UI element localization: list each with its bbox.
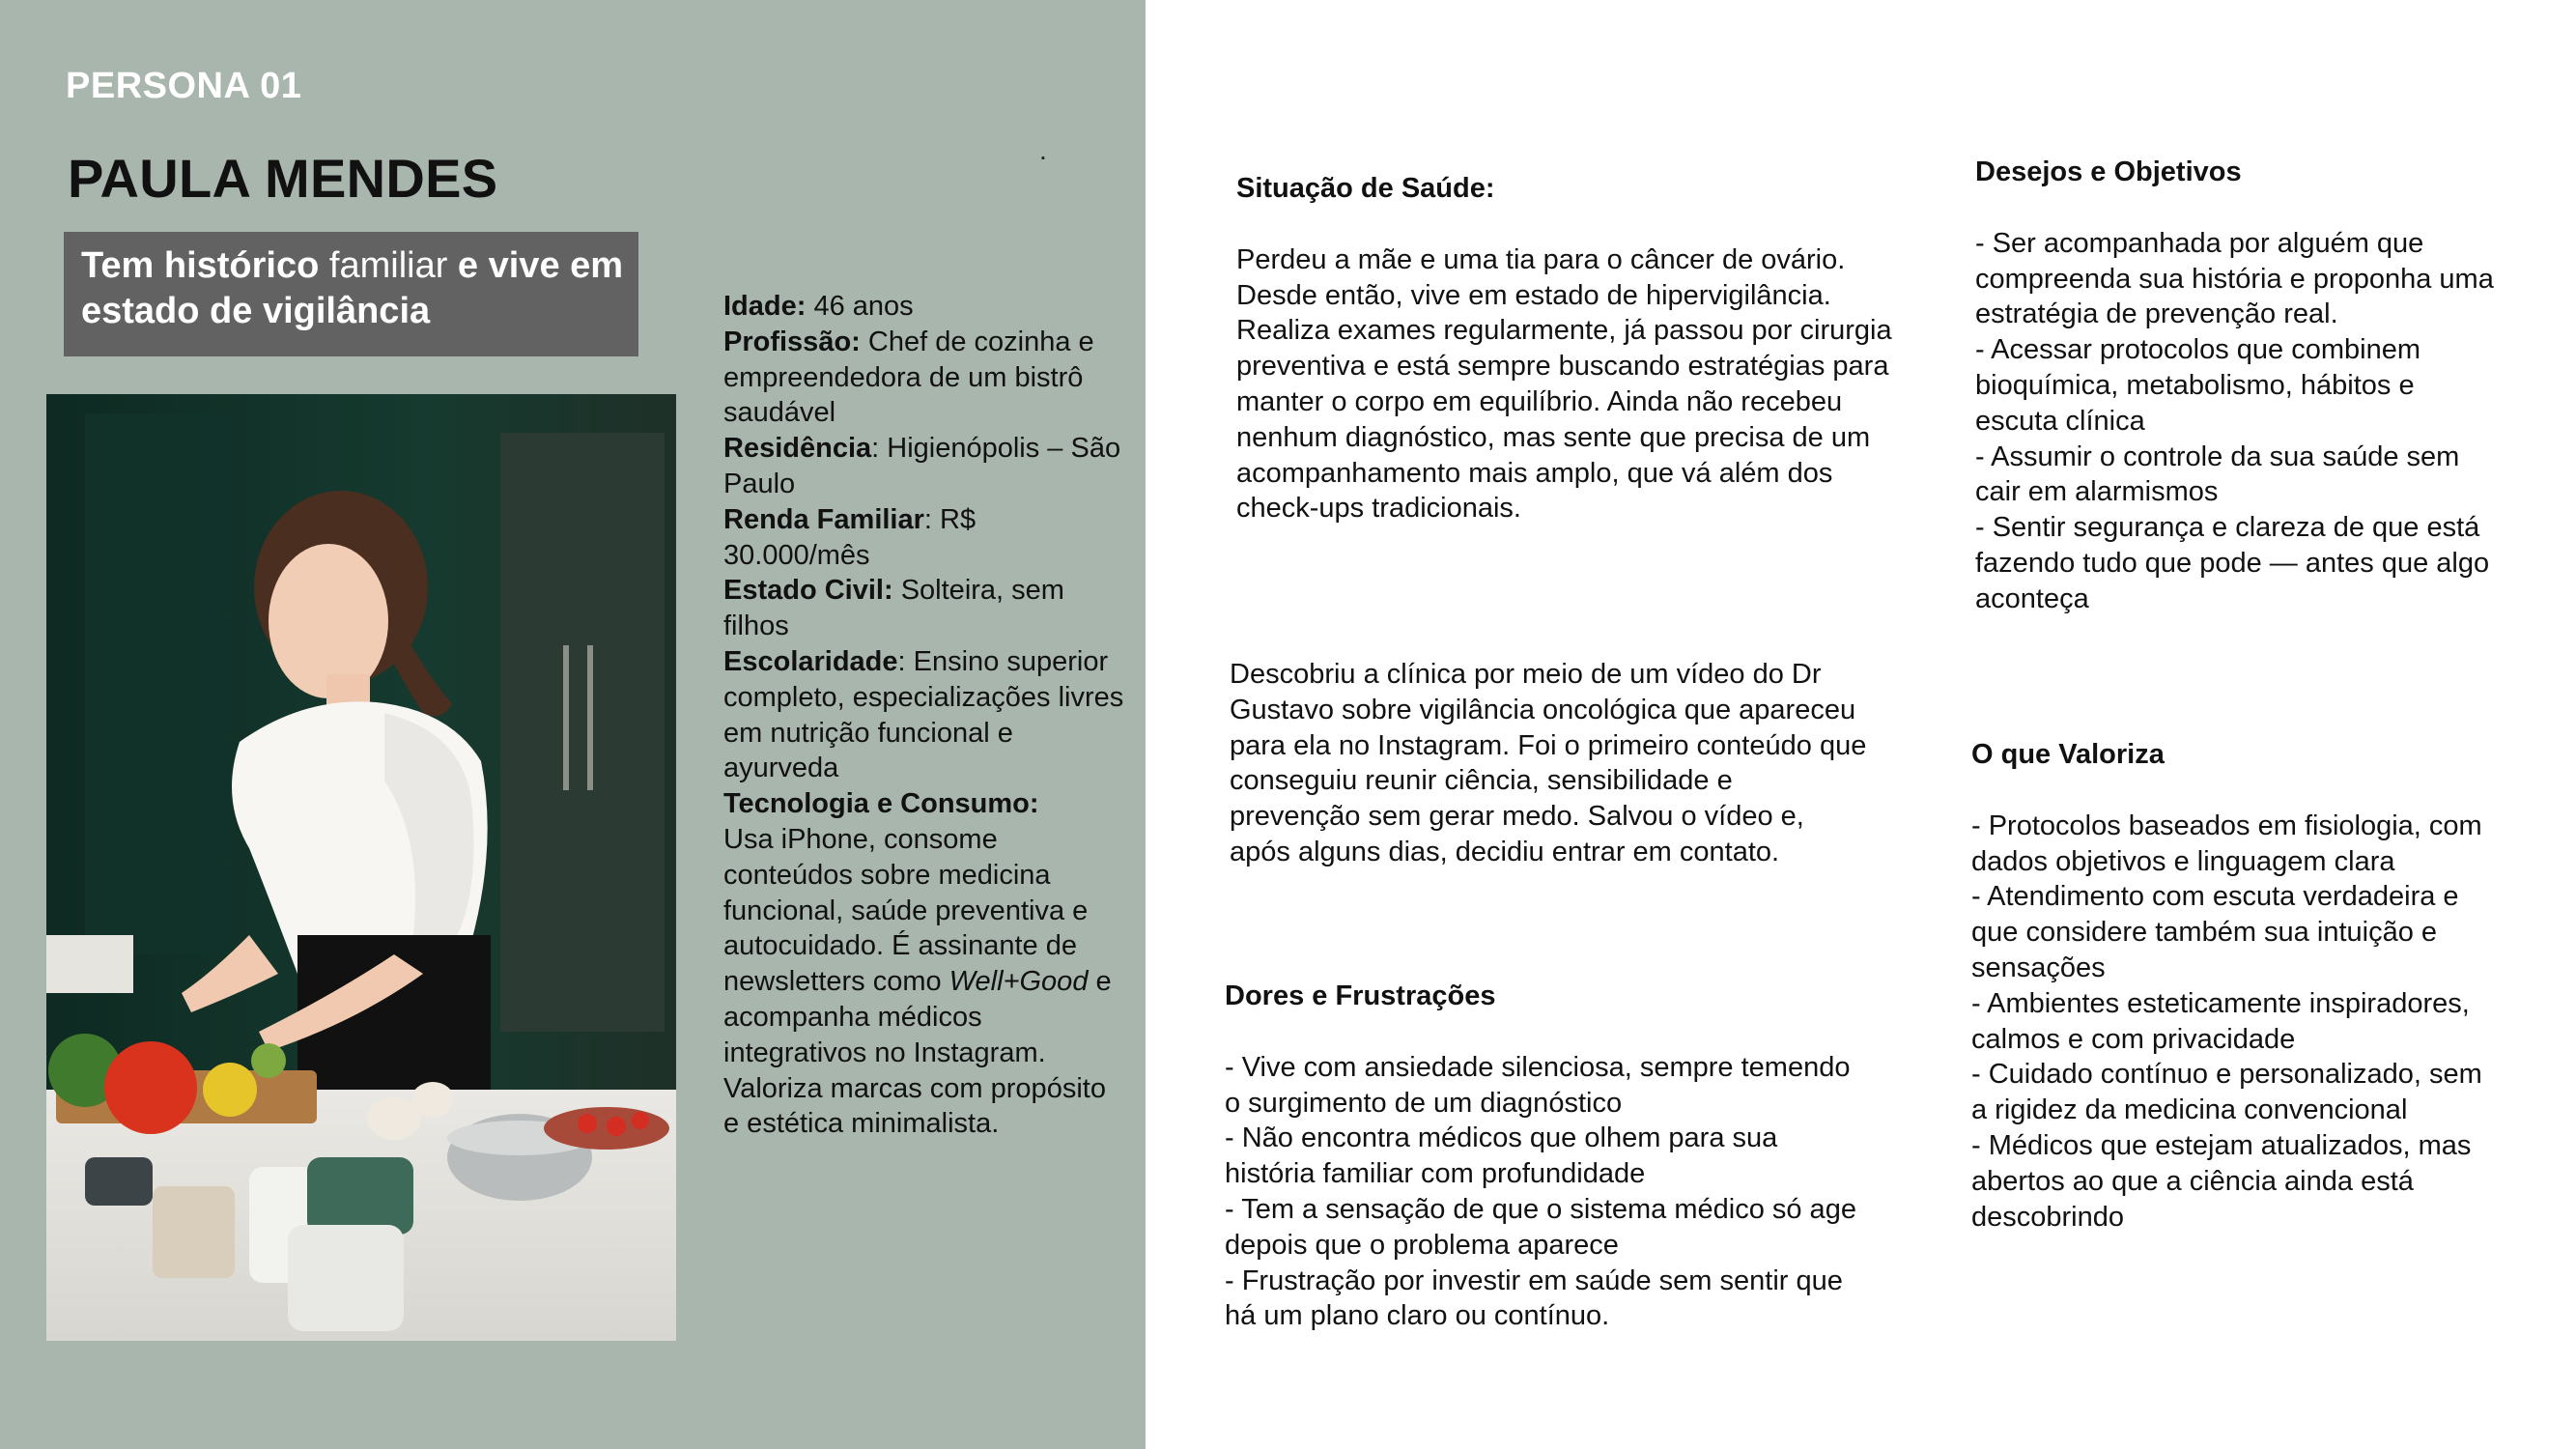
- values-item: - Atendimento com escuta verdadeira e que considere também sua intuição e sensações: [1971, 881, 2459, 983]
- desires-item: - Acessar protocolos que combinem bioquímica, metabolismo, hábitos e escuta clínica: [1975, 334, 2420, 437]
- tagline: [81, 243, 638, 334]
- desires-item: - Assumir o controle da sua saúde sem cair em alarmismos: [1975, 440, 2460, 508]
- income-value: : R$ 30.000/mês: [723, 503, 977, 571]
- pains-item: - Vive com ansiedade silenciosa, sempre temendo o surgimento de um diagnóstico: [1225, 1051, 1851, 1119]
- health-title: Situação de Saúde:: [1236, 173, 1495, 204]
- income-label: Renda Familiar: [723, 503, 924, 535]
- residence-value: : Higienópolis – São Paulo: [723, 433, 1121, 499]
- desires-item: - Ser acompanhada por alguém que compreenda sua história e proponha uma estratégia de prevenção real.: [1975, 227, 2494, 330]
- age-value: 46 anos: [806, 291, 914, 322]
- tagline-part-1: Tem histórico: [81, 245, 320, 286]
- residence-label: Residência: [723, 433, 872, 465]
- persona-label: PERSONA 01: [66, 66, 302, 106]
- persona-photo: [46, 394, 676, 1341]
- pains-item: - Não encontra médicos que olhem para sua história familiar com profundidade: [1225, 1122, 1778, 1190]
- stray-dot: .: [1039, 135, 1047, 165]
- values-item: - Médicos que estejam atualizados, mas abertos ao que a ciência ainda está descobrindo: [1971, 1129, 2472, 1233]
- pains-item: - Frustração por investir em saúde sem sentir que há um plano claro ou contínuo.: [1225, 1264, 1843, 1332]
- pains-item: - Tem a sensação de que o sistema médico só age depois que o problema aparece: [1225, 1193, 1856, 1261]
- tech-value-1: Usa iPhone, consome conteúdos sobre medicina funcional, saúde preventiva e autocuidado. É assinante de newsletters como: [723, 823, 1089, 998]
- tagline-box: [64, 232, 638, 356]
- values-title: O que Valoriza: [1971, 739, 2165, 770]
- profession-label: Profissão:: [723, 326, 861, 357]
- persona-panel: [0, 0, 1146, 1449]
- tech-value-italic: Well+Good: [948, 966, 1089, 998]
- civil-status-label: Estado Civil:: [723, 575, 893, 607]
- pains-section: [1225, 979, 1862, 1334]
- age-label: Idade:: [723, 291, 807, 322]
- persona-name: PAULA MENDES: [68, 148, 498, 209]
- civil-status-value: Solteira, sem filhos: [723, 575, 1064, 642]
- values-item: - Ambientes esteticamente inspiradores, calmos e com privacidade: [1971, 987, 2470, 1055]
- desires-section: [1975, 155, 2502, 617]
- education-label: Escolaridade: [723, 645, 898, 677]
- pains-title: Dores e Frustrações: [1225, 980, 1496, 1011]
- health-text: Perdeu a mãe e uma tia para o câncer de ovário. Desde então, vive em estado de hipervigilância. Realiza exames regularmente, já passou por cirurgia preventiva e está sempre buscando estratégias para manter o corpo em equilíbrio. Ainda não recebeu nenhum diagnóstico, mas sente que precisa de um acompanhamento mais amplo, que vá além dos check-ups tradicionais.: [1236, 243, 1892, 525]
- tech-label: Tecnologia e Consumo:: [723, 788, 1039, 820]
- tagline-part-3: e vive em estado de vigilância: [81, 245, 624, 331]
- values-item: - Cuidado contínuo e personalizado, sem a rigidez da medicina convencional: [1971, 1059, 2482, 1126]
- profession-value: Chef de cozinha e empreendedora de um bistrô saudável: [723, 326, 1094, 429]
- desires-item: - Sentir segurança e clareza de que está fazendo tudo que pode — antes que algo aconteça: [1975, 512, 2490, 614]
- discovery-section: [1230, 657, 1867, 870]
- values-section: [1971, 737, 2483, 1235]
- profile-details: [723, 289, 1129, 1142]
- education-value: : Ensino superior completo, especializações livres em nutrição funcional e ayurveda: [723, 645, 1124, 784]
- desires-title: Desejos e Objetivos: [1975, 156, 2242, 187]
- discovery-text: Descobriu a clínica por meio de um vídeo do Dr Gustavo sobre vigilância oncológica que apareceu para ela no Instagram. Foi o primeiro conteúdo que conseguiu reunir ciência, sensibilidade e prevenção sem gerar medo. Salvou o vídeo e, após alguns dias, decidiu entrar em contato.: [1230, 659, 1867, 867]
- tagline-part-2: familiar: [319, 245, 458, 286]
- tech-value-2: e acompanha médicos integrativos no Instagram. Valoriza marcas com propósito e estética minimalista.: [723, 966, 1112, 1140]
- values-item: - Protocolos baseados em fisiologia, com dados objetivos e linguagem clara: [1971, 810, 2482, 877]
- health-section: [1236, 171, 1903, 526]
- persona-photo-illustration: [46, 394, 676, 1341]
